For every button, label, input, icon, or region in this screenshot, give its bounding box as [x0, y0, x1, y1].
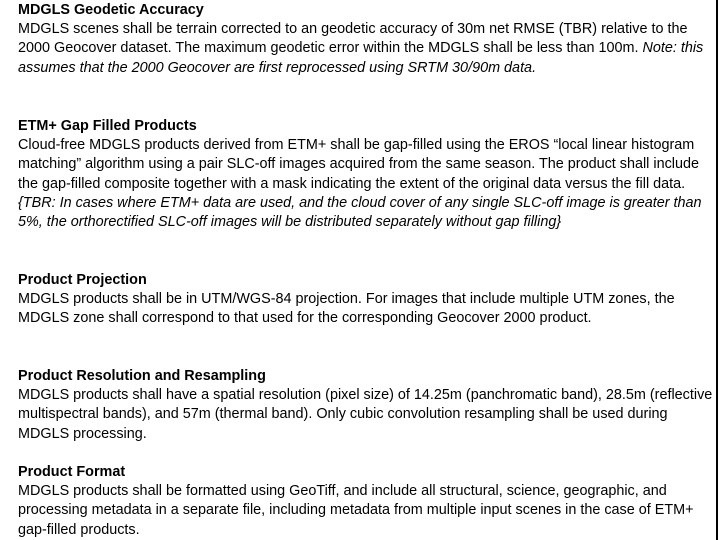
section-body: MDGLS scenes shall be terrain corrected to an geodetic accuracy of 30m net RMSE (TBR) relative to the 2000 Geocover dataset. The maximum geodetic error within the MDGLS shall be less than 100m. [18, 21, 688, 57]
section-paragraph [18, 136, 716, 232]
section-body: MDGLS products shall be in UTM/WGS-84 projection. For images that include multiple UTM zones, the MDGLS zone shall correspond to that used for the corresponding Geocover 2000 product. [18, 291, 675, 327]
section-heading: Product Resolution and Resampling [18, 368, 266, 384]
section-heading: Product Format [18, 464, 126, 480]
section-heading: MDGLS Geodetic Accuracy [18, 2, 204, 18]
section-note: {TBR: In cases where ETM+ data are used, and the cloud cover of any single SLC-off image is greater than 5%, the orthorectified SLC-off images will be distributed separately without gap filling} [18, 194, 702, 231]
section-product-projection [18, 271, 716, 329]
section-product-format [18, 463, 716, 540]
section-heading: ETM+ Gap Filled Products [18, 118, 197, 134]
section-heading: Product Projection [18, 272, 147, 288]
section-paragraph [18, 20, 716, 78]
section-resolution-resampling [18, 367, 716, 444]
section-note: Note: this assumes that the 2000 Geocover are first reprocessed using SRTM 30/90m data. [18, 40, 704, 76]
section-body: MDGLS products shall be formatted using GeoTiff, and include all structural, science, geographic, and processing metadata in a separate file, including metadata from multiple input scenes in the case of ETM+ gap-filled products. [18, 483, 694, 538]
section-geodetic-accuracy [18, 1, 716, 78]
section-body: MDGLS products shall have a spatial resolution (pixel size) of 14.25m (panchromatic band), 28.5m (reflective multispectral bands), and 57m (thermal band). Only cubic convolution resampling shall be used during MDGLS processing. [18, 387, 713, 442]
section-gap-filled-products [18, 117, 716, 232]
section-body: Cloud-free MDGLS products derived from ETM+ shall be gap-filled using the EROS “local linear histogram matching” algorithm using a pair SLC-off images acquired from the same season. The product shall include the gap-filled composite together with a mask indicating the extent of the original data versus the fill data. [18, 137, 699, 192]
